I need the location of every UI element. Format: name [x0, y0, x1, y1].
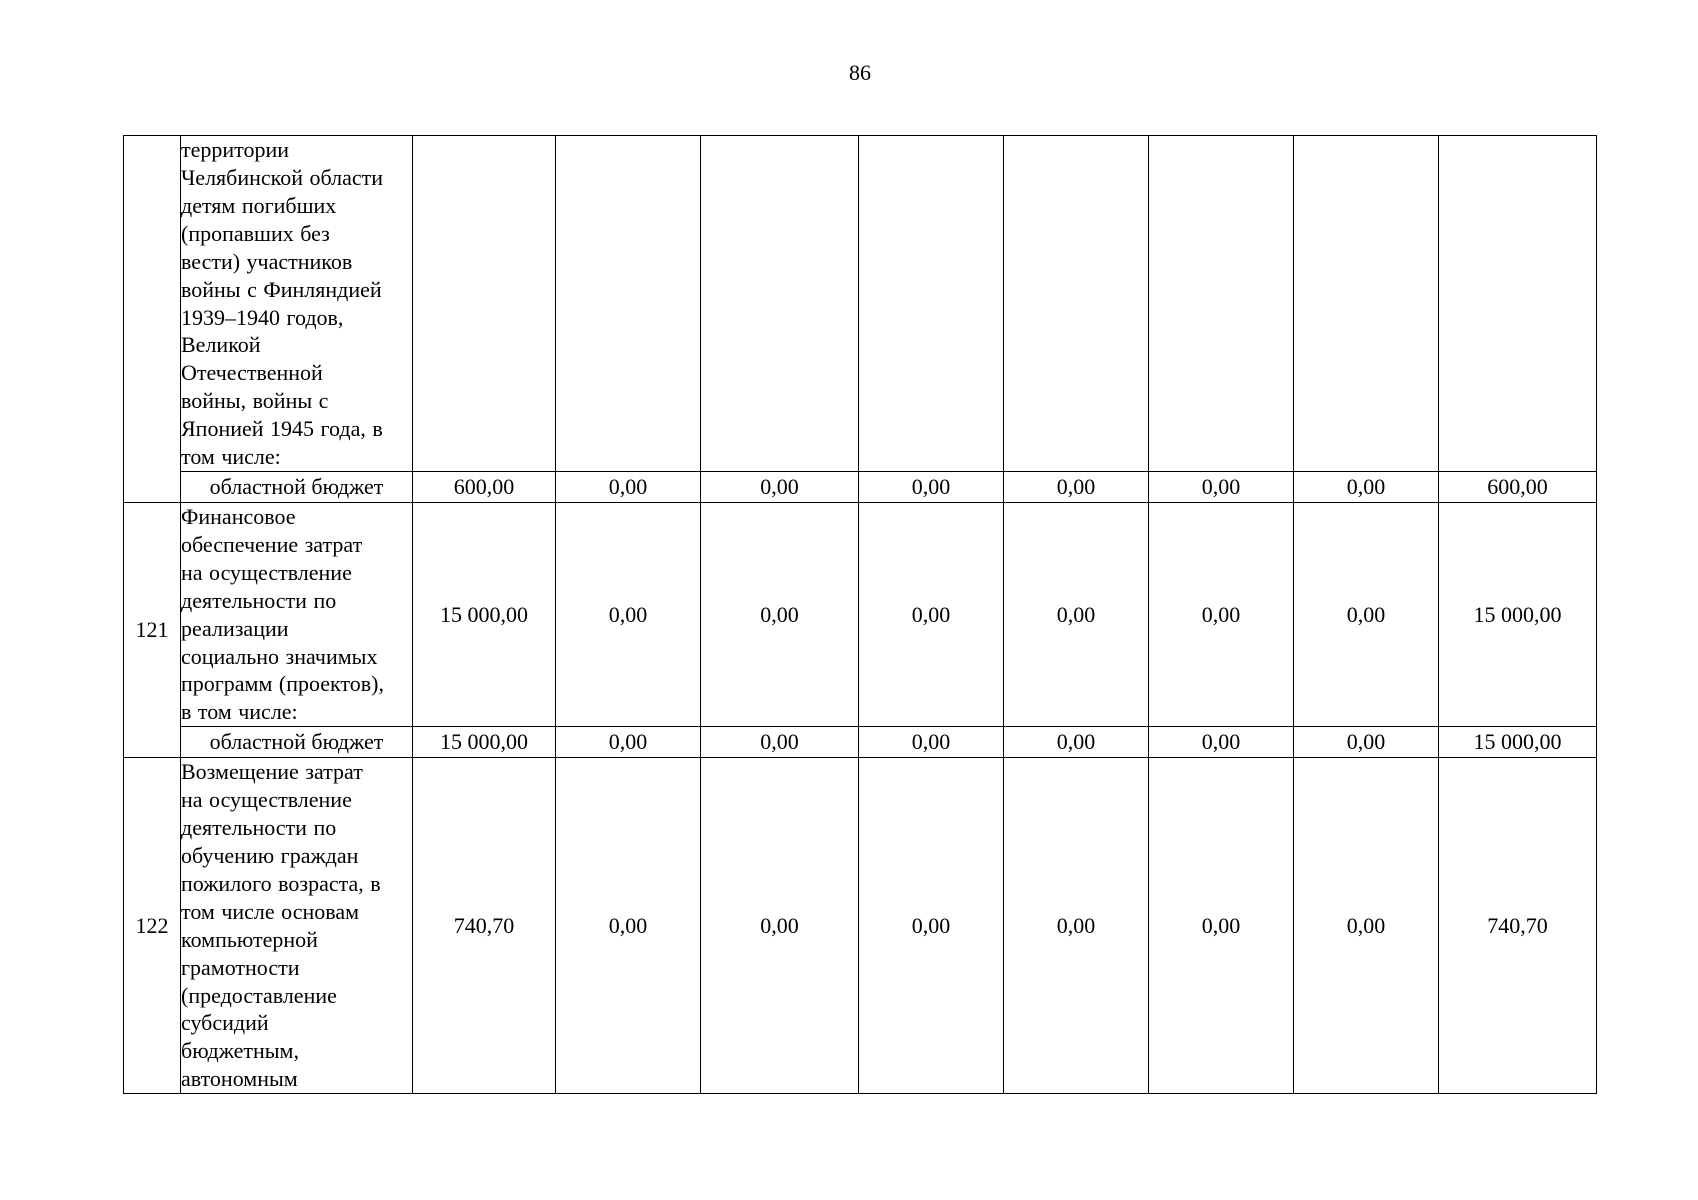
- value-cell: 0,00: [556, 727, 701, 758]
- sub-row-label: областной бюджет: [181, 727, 413, 758]
- description-line: (предоставление: [181, 982, 337, 1008]
- description-line: на осуществление: [181, 559, 352, 585]
- value-cell: 0,00: [859, 758, 1004, 1094]
- table-row: [124, 727, 1597, 758]
- value-cell: 0,00: [556, 472, 701, 503]
- value-cell: 0,00: [701, 758, 859, 1094]
- row-description: [181, 503, 413, 727]
- value-cell: 600,00: [1439, 472, 1597, 503]
- value-cell: 0,00: [1149, 503, 1294, 727]
- row-description: [181, 136, 413, 472]
- description-line: бюджетным,: [181, 1038, 299, 1064]
- value-cell: 0,00: [1294, 727, 1439, 758]
- description-line: 1939–1940 годов,: [181, 304, 344, 330]
- description-line: компьютерной: [181, 926, 318, 952]
- description-line: в том числе:: [181, 699, 298, 725]
- value-cell: 15 000,00: [1439, 503, 1597, 727]
- row-index: 121: [124, 503, 181, 758]
- value-cell: 0,00: [1004, 472, 1149, 503]
- value-cell: 0,00: [1149, 758, 1294, 1094]
- description-line: обеспечение затрат: [181, 531, 363, 557]
- value-cell: 0,00: [859, 503, 1004, 727]
- description-line: субсидий: [181, 1010, 269, 1036]
- description-line: программ (проектов),: [181, 671, 384, 697]
- description-line: Финансовое: [181, 504, 296, 529]
- value-cell: [1294, 136, 1439, 472]
- value-cell: 740,70: [413, 758, 556, 1094]
- description-line: Великой: [181, 332, 261, 358]
- description-line: детям погибших: [181, 192, 337, 218]
- description-line: пожилого возраста, в: [181, 870, 381, 896]
- value-cell: 0,00: [1294, 758, 1439, 1094]
- description-line: деятельности по: [181, 587, 337, 613]
- description-line: том числе:: [181, 444, 281, 470]
- value-cell: [859, 136, 1004, 472]
- description-line: вести) участников: [181, 248, 353, 274]
- value-cell: 0,00: [701, 503, 859, 727]
- description-line: (пропавших без: [181, 220, 330, 246]
- value-cell: [413, 136, 556, 472]
- description-line: на осуществление: [181, 787, 352, 813]
- value-cell: 0,00: [1149, 727, 1294, 758]
- page-number: 86: [849, 60, 871, 85]
- value-cell: 0,00: [1004, 503, 1149, 727]
- value-cell: 0,00: [1004, 727, 1149, 758]
- value-cell: [556, 136, 701, 472]
- description-line: том числе основам: [181, 898, 360, 924]
- description-line: войны с Финляндией: [181, 276, 382, 302]
- value-cell: 0,00: [1294, 472, 1439, 503]
- value-cell: [1439, 136, 1597, 472]
- value-cell: 0,00: [1149, 472, 1294, 503]
- row-description: [181, 758, 413, 1094]
- table-row: [124, 758, 1597, 1094]
- description-line: автономным: [181, 1066, 298, 1092]
- value-cell: 15 000,00: [413, 727, 556, 758]
- value-cell: 0,00: [701, 727, 859, 758]
- value-cell: 15 000,00: [1439, 727, 1597, 758]
- value-cell: 0,00: [1004, 758, 1149, 1094]
- sub-row-label: областной бюджет: [181, 472, 413, 503]
- description-line: территории: [181, 137, 290, 163]
- row-index: 122: [124, 758, 181, 1094]
- value-cell: 740,70: [1439, 758, 1597, 1094]
- value-cell: [1149, 136, 1294, 472]
- value-cell: [1004, 136, 1149, 472]
- description-line: Челябинской области: [181, 164, 384, 190]
- value-cell: 0,00: [859, 727, 1004, 758]
- description-line: войны, войны с: [181, 388, 329, 414]
- table-row: [124, 136, 1597, 472]
- value-cell: 0,00: [1294, 503, 1439, 727]
- description-line: Отечественной: [181, 360, 323, 386]
- description-line: Японией 1945 года, в: [181, 416, 383, 442]
- value-cell: 15 000,00: [413, 503, 556, 727]
- description-line: социально значимых: [181, 643, 378, 669]
- row-index: [124, 136, 181, 503]
- value-cell: 0,00: [556, 758, 701, 1094]
- value-cell: 0,00: [556, 503, 701, 727]
- description-line: обучению граждан: [181, 842, 359, 868]
- value-cell: 600,00: [413, 472, 556, 503]
- value-cell: 0,00: [701, 472, 859, 503]
- description-line: Возмещение затрат: [181, 759, 363, 785]
- value-cell: 0,00: [859, 472, 1004, 503]
- budget-table: [123, 135, 1597, 1094]
- description-line: грамотности: [181, 954, 300, 980]
- description-line: деятельности по: [181, 815, 337, 841]
- value-cell: [701, 136, 859, 472]
- table-row: [124, 503, 1597, 727]
- description-line: реализации: [181, 615, 289, 641]
- table-row: [124, 472, 1597, 503]
